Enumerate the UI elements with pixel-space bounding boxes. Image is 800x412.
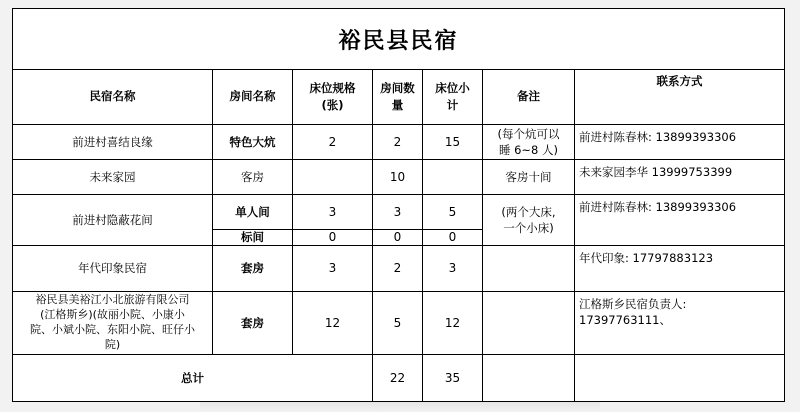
row6-bed-spec: 12 [293,292,373,355]
row1-room: 特色大炕 [213,125,293,160]
header-name: 民宿名称 [13,69,213,125]
header-room: 房间名称 [213,69,293,125]
row5-name: 年代印象民宿 [13,246,213,292]
total-bed-subtotal: 35 [423,355,483,401]
row2-name: 未来家园 [13,160,213,195]
row5-room-count: 2 [373,246,423,292]
header-remarks: 备注 [483,69,575,125]
row1-contact: 前进村陈春林: 13899393306 [575,125,784,160]
row3-room-count: 3 [373,195,423,230]
row1-bed-spec: 2 [293,125,373,160]
row6-room: 套房 [213,292,293,355]
row1-name: 前进村喜结良缘 [13,125,213,160]
row2-bed-subtotal [423,160,483,195]
page-shadow [200,402,600,412]
row3-name: 前进村隐蔽花间 [13,195,213,246]
row2-contact: 未来家园李华 13999753399 [575,160,784,195]
total-room-count: 22 [373,355,423,401]
header-bed-spec: 床位规格 (张) [293,69,373,125]
row1-remarks: (每个炕可以 睡 6~8 人) [483,125,575,160]
header-bed-subtotal: 床位小 计 [423,69,483,125]
header-contact: 联系方式 [575,69,784,125]
row6-name: 裕民县美裕江小北旅游有限公司 (江格斯乡)(故丽小院、小康小 院、小斌小院、东阳小院、旺仔小 院) [13,292,213,355]
row6-room-count: 5 [373,292,423,355]
row4-room-count: 0 [373,230,423,246]
row3-contact: 前进村陈春林: 13899393306 [575,195,784,246]
row2-room: 客房 [213,160,293,195]
row3-remarks: (两个大床, 一个小床) [483,195,575,246]
row3-bed-subtotal: 5 [423,195,483,230]
row4-bed-spec: 0 [293,230,373,246]
total-label: 总计 [13,355,373,401]
row5-contact: 年代印象: 17797883123 [575,246,784,292]
row4-bed-subtotal: 0 [423,230,483,246]
row4-room: 标间 [213,230,293,246]
row6-bed-subtotal: 12 [423,292,483,355]
row3-bed-spec: 3 [293,195,373,230]
page-title: 裕民县民宿 [13,9,784,70]
row3-room: 单人间 [213,195,293,230]
row1-room-count: 2 [373,125,423,160]
row2-room-count: 10 [373,160,423,195]
row5-bed-spec: 3 [293,246,373,292]
row2-bed-spec [293,160,373,195]
header-room-count: 房间数 量 [373,69,423,125]
row5-bed-subtotal: 3 [423,246,483,292]
total-contact-empty [575,355,784,401]
row5-room: 套房 [213,246,293,292]
row1-bed-subtotal: 15 [423,125,483,160]
row5-remarks [483,246,575,292]
row6-contact: 江格斯乡民宿负责人: 17397763111、 [575,292,784,355]
row6-remarks [483,292,575,355]
total-remarks-empty [483,355,575,401]
row2-remarks: 客房十间 [483,160,575,195]
document-sheet [12,8,785,402]
